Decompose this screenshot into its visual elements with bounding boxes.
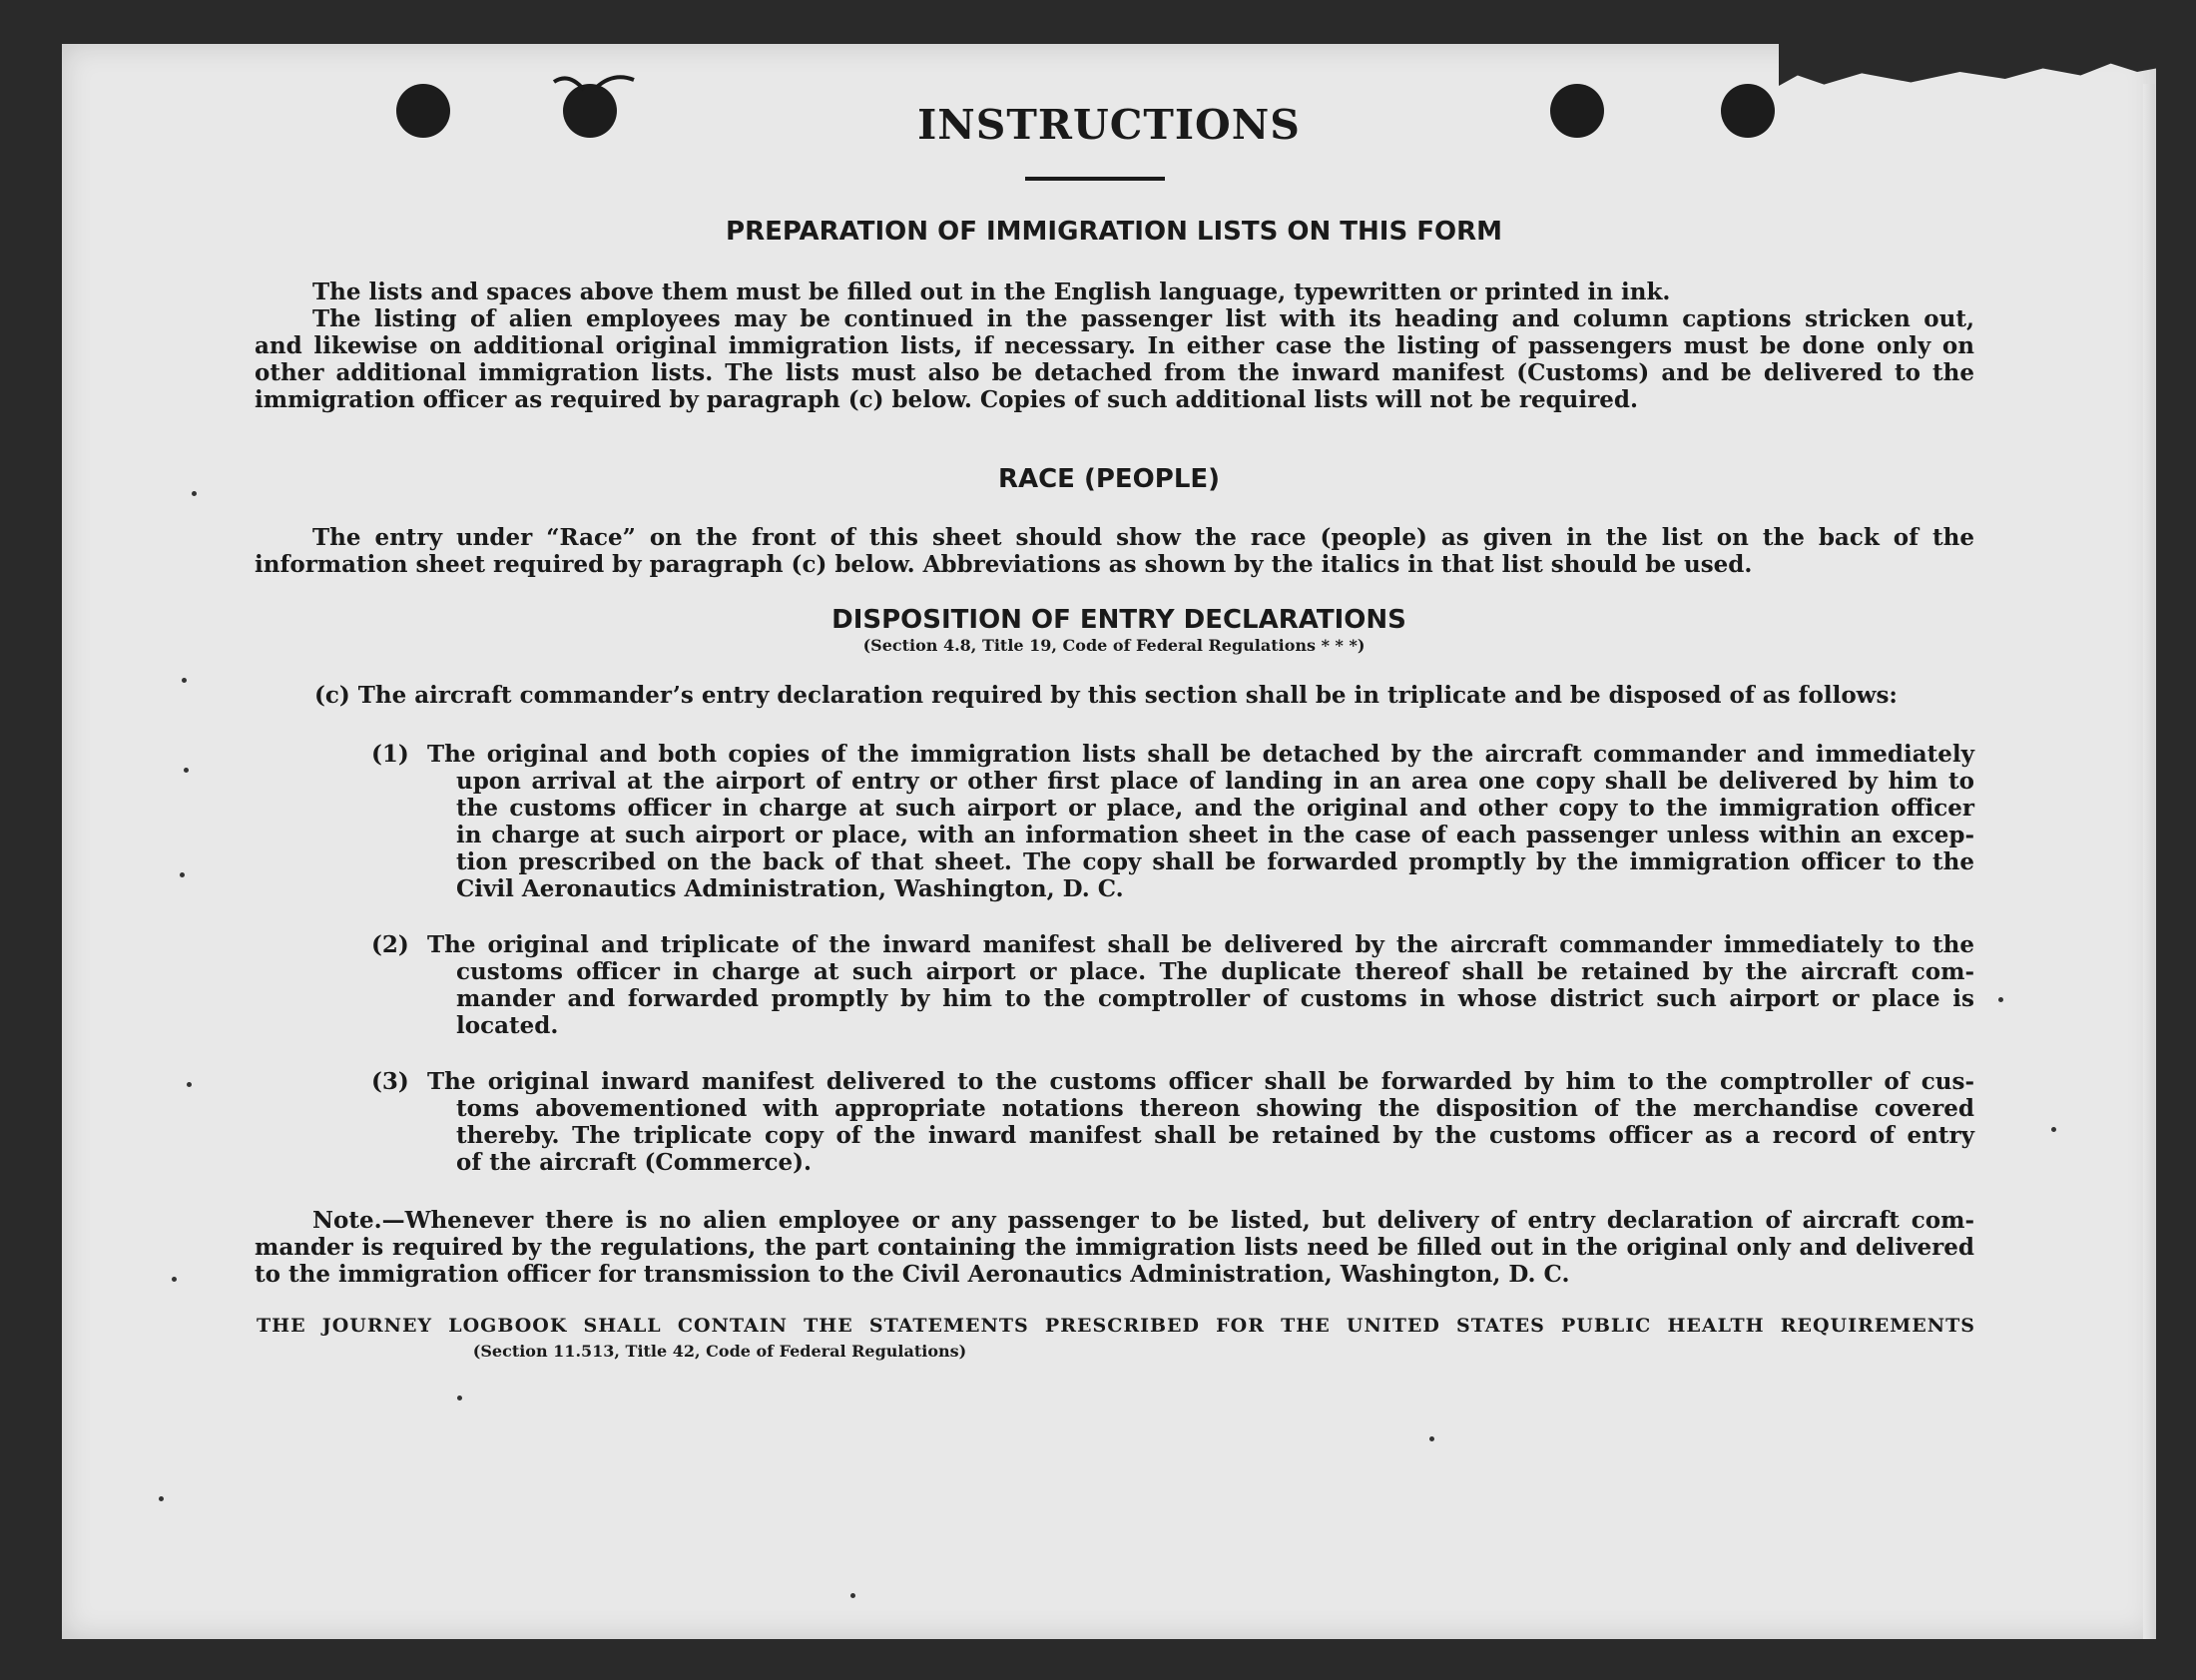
paragraph-line: of the aircraft (Commerce). <box>456 1149 813 1176</box>
paragraph-line: immigration officer as required by paragraph (c) below. Copies of such additional lists will not be required. <box>255 386 1638 413</box>
paragraph-line: upon arrival at the airport of entry or other first place of landing in an area one copy shall be delivered by him to <box>456 768 1974 795</box>
logbook-citation: (Section 11.513, Title 42, Code of Federal Regulations) <box>472 1342 967 1361</box>
paragraph-line: Civil Aeronautics Administration, Washington, D. C. <box>456 875 1124 902</box>
dust-speck <box>2051 1127 2056 1132</box>
paragraph-line: information sheet required by paragraph (c) below. Abbreviations as shown by the italics in that list should be used. <box>255 551 1753 578</box>
disposition-note <box>255 1207 1974 1288</box>
paragraph-line: the customs officer in charge at such airport or place, and the original and other copy to the immigration officer <box>456 795 1974 822</box>
paragraph-line: located. <box>456 1012 559 1039</box>
paragraph-line: The listing of alien employees may be continued in the passenger list with its heading and column captions stricken out, <box>312 305 1974 332</box>
paragraph-line: (c) The aircraft commander’s entry declaration required by this section shall be in triplicate and be disposed of as follows: <box>314 682 1898 709</box>
dust-speck <box>1998 997 2003 1002</box>
section-heading-disposition: DISPOSITION OF ENTRY DECLARATIONS <box>831 605 1406 635</box>
paragraph-line: and likewise on additional original immigration lists, if necessary. In either case the listing of passengers must be done only on <box>255 332 1974 359</box>
paragraph-line: The original and triplicate of the inward manifest shall be delivered by the aircraft commander immediately to the <box>427 931 1974 958</box>
item-number: (1) <box>371 741 409 768</box>
paragraph-line: The lists and spaces above them must be filled out in the English language, typewritten or printed in ink. <box>312 279 1671 305</box>
dust-speck <box>180 872 185 877</box>
dust-speck <box>850 1593 855 1598</box>
paragraph-line: The entry under “Race” on the front of this sheet should show the race (people) as given in the list on the back of the <box>312 524 1974 551</box>
paragraph-line: mander and forwarded promptly by him to the comptroller of customs in whose district such airport or place is <box>456 985 1974 1012</box>
dust-speck <box>184 768 189 773</box>
paragraph-line: tion prescribed on the back of that sheet. The copy shall be forwarded promptly by the immigration officer to the <box>456 848 1974 875</box>
section-heading-preparation: PREPARATION OF IMMIGRATION LISTS ON THIS FORM <box>726 217 1502 247</box>
paragraph-line: Note.—Whenever there is no alien employee or any passenger to be listed, but delivery of entry declaration of aircraft com- <box>312 1207 1974 1234</box>
item-number: (2) <box>371 931 409 958</box>
instructions-content <box>62 44 2156 1639</box>
disposition-item-2 <box>427 931 1974 1039</box>
dust-speck <box>192 491 197 496</box>
dust-speck <box>159 1496 164 1501</box>
dust-speck <box>172 1277 177 1282</box>
title-rule <box>1025 177 1165 181</box>
disposition-citation: (Section 4.8, Title 19, Code of Federal Regulations * * *) <box>862 636 1366 655</box>
section-heading-race: RACE (PEOPLE) <box>997 464 1221 494</box>
item-number: (3) <box>371 1068 409 1095</box>
dust-speck <box>1429 1436 1434 1441</box>
dust-speck <box>457 1396 462 1400</box>
paragraph-line: thereby. The triplicate copy of the inward manifest shall be retained by the customs officer as a record of entry <box>456 1122 1974 1149</box>
disposition-item-3 <box>427 1068 1974 1176</box>
document-sheet <box>62 44 2156 1639</box>
paragraph-line: toms abovementioned with appropriate notations thereon showing the disposition of the merchandise covered <box>456 1095 1974 1122</box>
paragraph-line: other additional immigration lists. The lists must also be detached from the inward manifest (Customs) and be delivered to the <box>255 359 1974 386</box>
paragraph-line: mander is required by the regulations, the part containing the immigration lists need be filled out in the original only and delivered <box>255 1234 1974 1261</box>
paragraph-line: The original inward manifest delivered to the customs officer shall be forwarded by him to the comptroller of cus- <box>427 1068 1974 1095</box>
paragraph-line: The original and both copies of the immigration lists shall be detached by the aircraft commander and immediately <box>427 741 1974 768</box>
disposition-item-1 <box>427 741 1974 902</box>
logbook-statement: THE JOURNEY LOGBOOK SHALL CONTAIN THE STATEMENTS PRESCRIBED FOR THE UNITED STATES PUBLIC HEALTH REQUIREMENTS <box>257 1315 1975 1337</box>
disposition-intro <box>314 682 1951 709</box>
paragraph-line: customs officer in charge at such airport or place. The duplicate thereof shall be retained by the aircraft com- <box>456 958 1974 985</box>
race-paragraph <box>255 524 1974 578</box>
page-title: INSTRUCTIONS <box>917 101 1301 149</box>
preparation-paragraph <box>255 279 1974 413</box>
paragraph-line: in charge at such airport or place, with an information sheet in the case of each passenger unless within an excep- <box>456 822 1974 848</box>
paragraph-line: to the immigration officer for transmission to the Civil Aeronautics Administration, Washington, D. C. <box>255 1261 1570 1288</box>
dust-speck <box>187 1082 192 1087</box>
dust-speck <box>182 678 187 683</box>
